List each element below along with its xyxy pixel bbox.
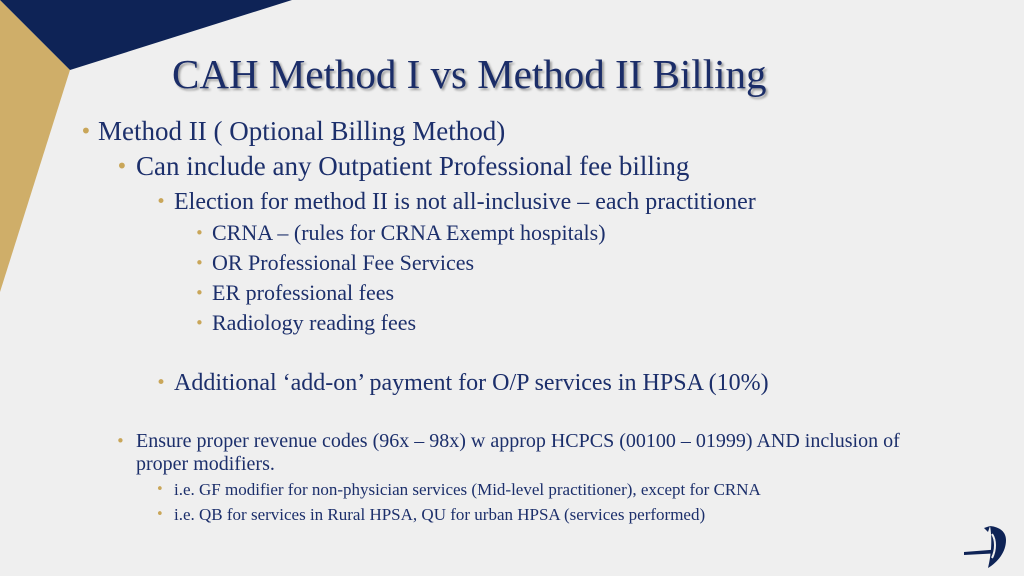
bullet-text: Additional ‘add-on’ payment for O/P services in HPSA (10%) bbox=[174, 370, 769, 396]
bullet-text: Radiology reading fees bbox=[212, 310, 417, 335]
bullet-dot-icon: • bbox=[116, 432, 125, 450]
bullet-dot-icon: • bbox=[80, 119, 92, 143]
bullet-er-fees bbox=[195, 280, 395, 306]
bullet-text: Ensure proper revenue codes (96x – 98x) w approp HCPCS (00100 – 01999) AND inclusion of proper modifiers. bbox=[136, 430, 900, 475]
bullet-add-on-payment bbox=[156, 369, 769, 397]
bullet-radiology-fees bbox=[195, 310, 417, 336]
bullet-qb-qu-modifier bbox=[156, 504, 706, 526]
bullet-dot-icon: • bbox=[156, 192, 167, 212]
slide-title: CAH Method I vs Method II Billing bbox=[172, 51, 767, 97]
bullet-crna bbox=[195, 220, 606, 246]
bullet-dot-icon: • bbox=[156, 507, 164, 522]
bullet-method-ii bbox=[80, 115, 506, 147]
bullet-text: i.e. GF modifier for non-physician services (Mid-level practitioner), except for CRNA bbox=[174, 480, 761, 499]
bullet-revenue-codes bbox=[116, 430, 936, 476]
eagle-logo-icon bbox=[962, 522, 1018, 572]
bullet-dot-icon: • bbox=[156, 482, 164, 497]
bullet-text: Can include any Outpatient Professional fee billing bbox=[136, 151, 690, 181]
bullet-text: Election for method II is not all-inclusive – each practitioner bbox=[174, 189, 756, 215]
bullet-outpatient-fee bbox=[116, 150, 690, 182]
bullet-dot-icon: • bbox=[156, 373, 167, 393]
bullet-dot-icon: • bbox=[195, 284, 204, 302]
bullet-gf-modifier bbox=[156, 479, 761, 501]
bullet-dot-icon: • bbox=[195, 314, 204, 332]
bullet-or-fees bbox=[195, 250, 475, 276]
bullet-text: ER professional fees bbox=[212, 280, 395, 305]
bullet-text: i.e. QB for services in Rural HPSA, QU for urban HPSA (services performed) bbox=[174, 505, 706, 524]
bullet-dot-icon: • bbox=[195, 254, 204, 272]
bullet-text: Method II ( Optional Billing Method) bbox=[98, 116, 506, 146]
bullet-dot-icon: • bbox=[116, 154, 128, 178]
bullet-election bbox=[156, 188, 756, 216]
bullet-dot-icon: • bbox=[195, 224, 204, 242]
bullet-text: OR Professional Fee Services bbox=[212, 250, 475, 275]
bullet-text: CRNA – (rules for CRNA Exempt hospitals) bbox=[212, 220, 606, 245]
